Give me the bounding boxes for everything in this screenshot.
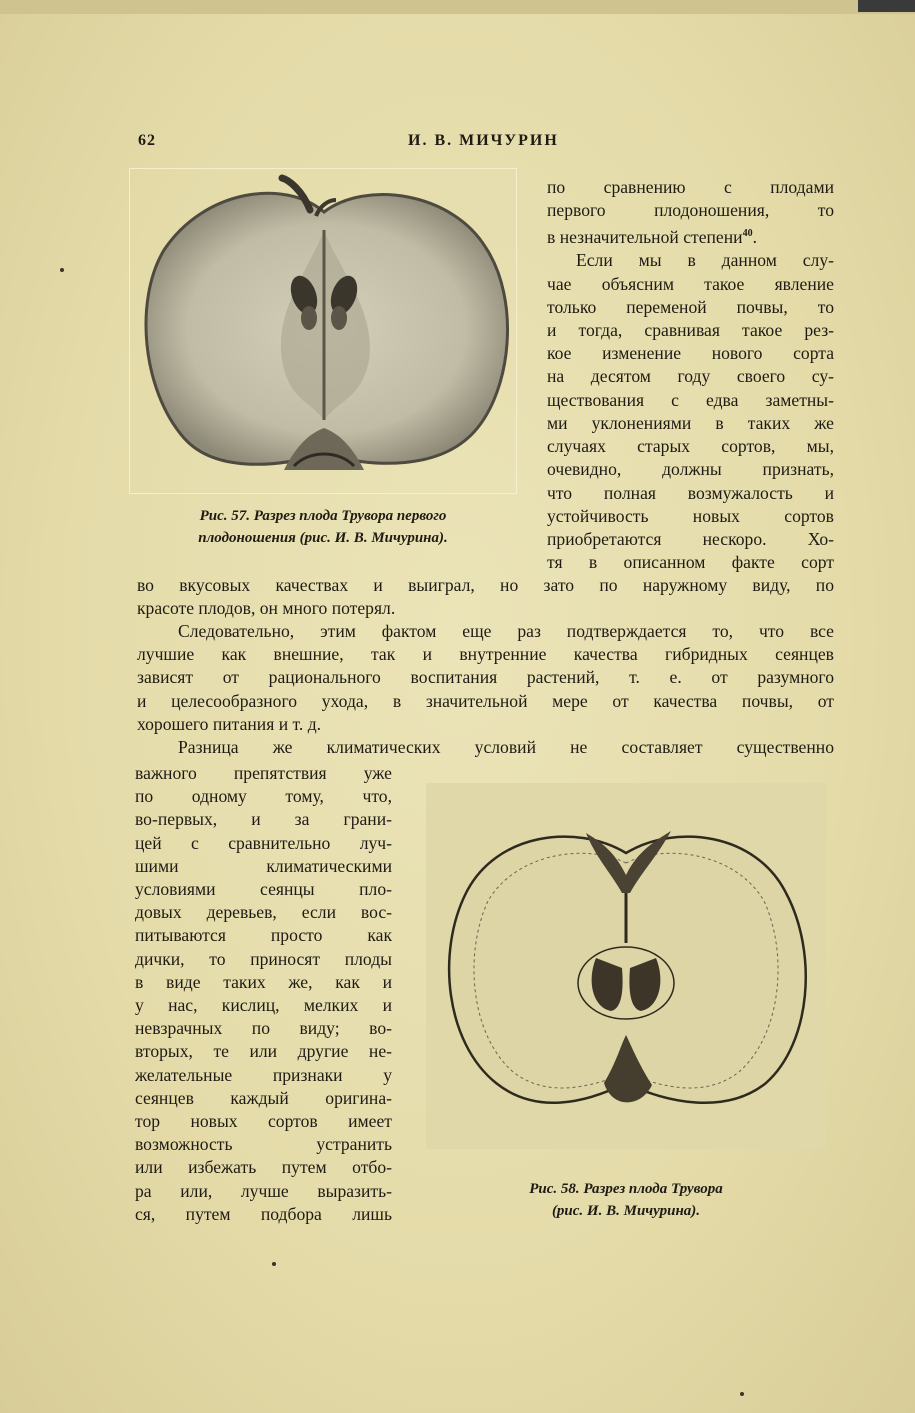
text-line: цей с сравнительно луч- (135, 832, 392, 853)
text-line: в виде таких же, как и (135, 971, 392, 992)
figure-58-apple-engraving (426, 783, 826, 1149)
text-line: случаях старых сортов, мы, (547, 436, 834, 457)
text-line: первого плодоношения, то (547, 200, 834, 221)
text-line: дички, то приносят плоды (135, 948, 392, 969)
text-line: возможность устранить (135, 1134, 392, 1155)
text-line: тор новых сортов имеет (135, 1111, 392, 1132)
text-line: красоте плодов, он много потерял. (137, 598, 396, 619)
left-column-text (135, 762, 392, 1226)
text-line: по одному тому, что, (135, 786, 392, 807)
text-line: ра или, лучше выразить- (135, 1180, 392, 1201)
page-top-edge (0, 0, 915, 14)
text-line: чае объясним такое явление (547, 273, 834, 294)
text-line: питываются просто как (135, 925, 392, 946)
text-line: ществования с едва заметны- (547, 389, 834, 410)
running-title: И. В. МИЧУРИН (408, 132, 559, 149)
top-tab-mark (858, 0, 915, 12)
text-line: или избежать путем отбо- (135, 1157, 392, 1178)
text-line: шими климатическими (135, 855, 392, 876)
text-line-content: в незначительной степени (547, 227, 743, 248)
text-line: что полная возмужалость и (547, 482, 834, 503)
paragraph-climate (137, 736, 834, 759)
text-line: и тогда, сравнивая такое рез- (547, 320, 834, 341)
text-line: тя в описанном факте сорт (547, 552, 834, 573)
text-line: очевидно, должны признать, (547, 459, 834, 480)
paragraph-consequently (137, 620, 834, 736)
figure-57-apple-photo (134, 170, 516, 492)
text-line: приобретаются нескоро. Хо- (547, 528, 834, 549)
page-number: 62 (138, 132, 156, 149)
text-line: Если мы в данном слу- (576, 250, 834, 271)
text-line: хорошего питания и т. д. (137, 713, 322, 734)
text-line: важного препятствия уже (135, 763, 392, 783)
footnote-ref: 40 (742, 228, 753, 240)
text-line: желательные признаки у (135, 1064, 392, 1085)
text-line: ся, путем подбора лишь (135, 1203, 392, 1224)
figure-58-caption-line2: (рис. И. В. Мичурина). (551, 1203, 701, 1219)
text-line: ми уклонениями в таких же (547, 412, 834, 433)
text-line: в незначительной степени$^{40}$. (547, 227, 757, 248)
text-line: и целесообразного ухода, в значительной мере от качества почвы, от (137, 690, 834, 711)
text-line: Разница же климатических условий не составляет существенно (178, 737, 834, 757)
text-line: во вкусовых качествах и выиграл, но зато по наружному виду, по (137, 575, 834, 595)
figure-57-caption-line1: Рис. 57. Разрез плода Трувора первого (199, 508, 447, 524)
text-line: устойчивость новых сортов (547, 505, 834, 526)
right-column-text (547, 176, 834, 574)
text-line: вторых, те или другие не- (135, 1041, 392, 1062)
text-line: у нас, кислиц, мелких и (135, 995, 392, 1016)
text-line: только переменой почвы, то (547, 296, 834, 317)
ink-speck (272, 1262, 276, 1266)
figure-58-caption-line1: Рис. 58. Разрез плода Трувора (529, 1181, 723, 1197)
text-line: невзрачных по виду; во- (135, 1018, 392, 1039)
figure-57-caption-line2: плодоношения (рис. И. В. Мичурина). (198, 530, 448, 546)
figure-58-caption (478, 1178, 774, 1222)
text-line: условиями сеянцы пло- (135, 879, 392, 900)
text-line: кое изменение нового сорта (547, 343, 834, 364)
ink-speck (740, 1392, 744, 1396)
text-line: лучшие как внешние, так и внутренние качества гибридных сеянцев (137, 644, 834, 665)
text-line: во-первых, и за грани- (135, 809, 392, 830)
text-line: сеянцев каждый оригина- (135, 1087, 392, 1108)
paragraph-continuation (137, 574, 834, 620)
ink-speck (60, 268, 64, 272)
text-line: зависят от рационального воспитания растений, т. е. от разумного (137, 667, 834, 688)
text-line: Следовательно, этим фактом еще раз подтверждается то, что все (178, 621, 834, 641)
text-line: на десятом году своего су- (547, 366, 834, 387)
text-line: по сравнению с плодами (547, 177, 834, 197)
figure-57-caption (138, 505, 508, 549)
text-line: довых деревьев, если вос- (135, 902, 392, 923)
